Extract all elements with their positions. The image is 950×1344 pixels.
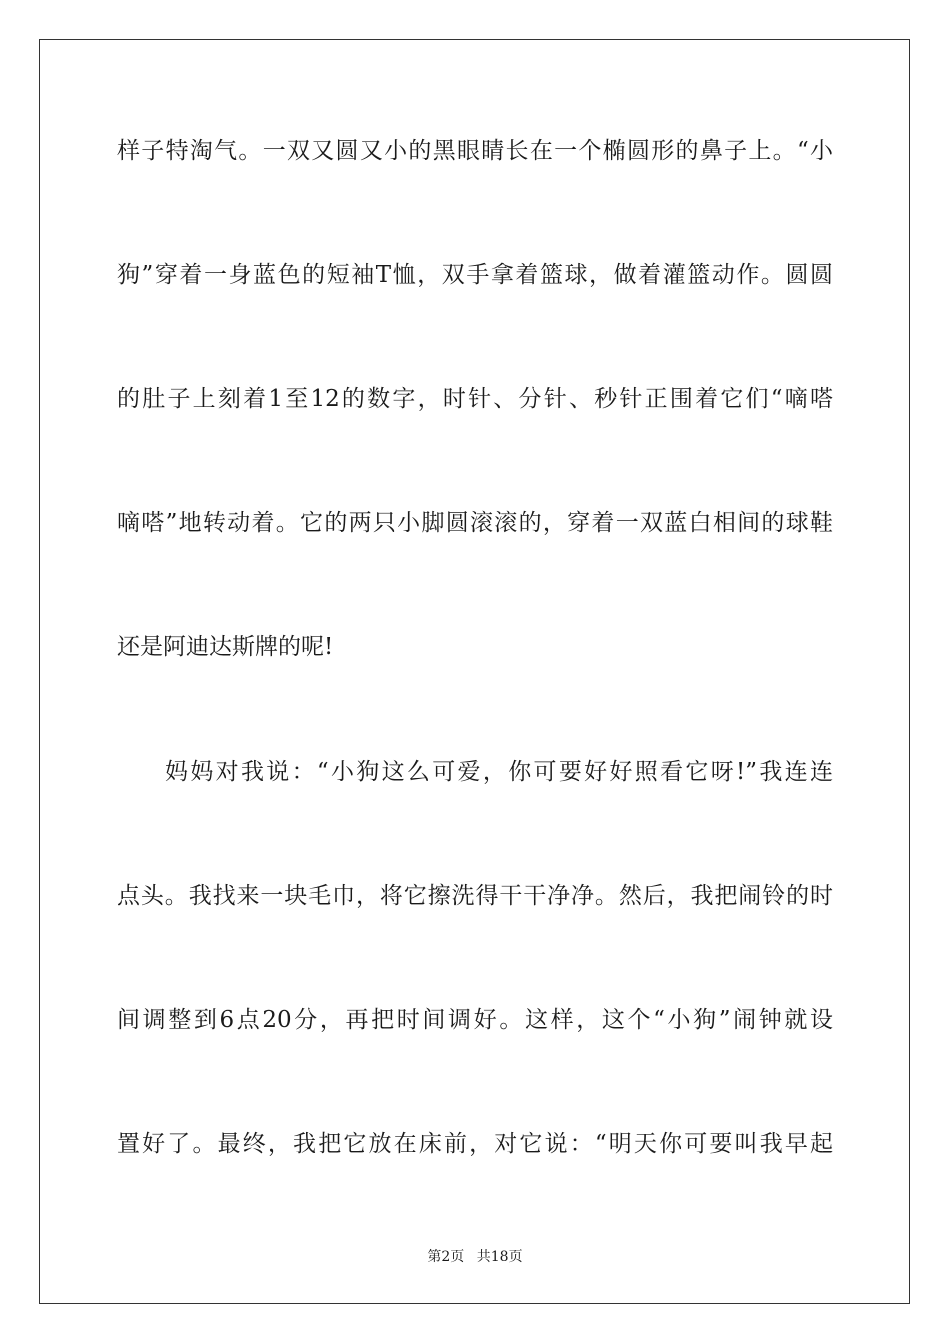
paragraph-line-1: 样子特淘气。一双又圆又小的黑眼睛长在一个椭圆形的鼻子上。“小 [117,138,833,164]
paragraph-line-9: 置好了。最终，我把它放在床前，对它说：“明天你可要叫我早起 [117,1131,833,1157]
page-frame [39,39,910,1304]
paragraph-line-6: 妈妈对我说：“小狗这么可爱，你可要好好照看它呀!”我连连 [165,759,833,785]
paragraph-line-4: 嘀嗒”地转动着。它的两只小脚圆滚滚的，穿着一双蓝白相间的球鞋 [117,510,833,536]
page-number: 第2页 [427,1249,465,1265]
paragraph-line-7: 点头。我找来一块毛巾，将它擦洗得干干净净。然后，我把闹铃的时 [117,883,833,909]
paragraph-line-2: 狗”穿着一身蓝色的短袖T恤，双手拿着篮球，做着灌篮动作。圆圆 [117,262,833,288]
paragraph-line-5: 还是阿迪达斯牌的呢! [117,634,334,660]
total-pages: 共18页 [476,1249,523,1265]
paragraph-line-8: 间调整到6点20分，再把时间调好。这样，这个“小狗”闹钟就设 [117,1007,833,1033]
paragraph-line-3: 的肚子上刻着1至12的数字，时针、分针、秒针正围着它们“嘀嗒 [117,386,833,412]
page-footer [0,1246,950,1266]
